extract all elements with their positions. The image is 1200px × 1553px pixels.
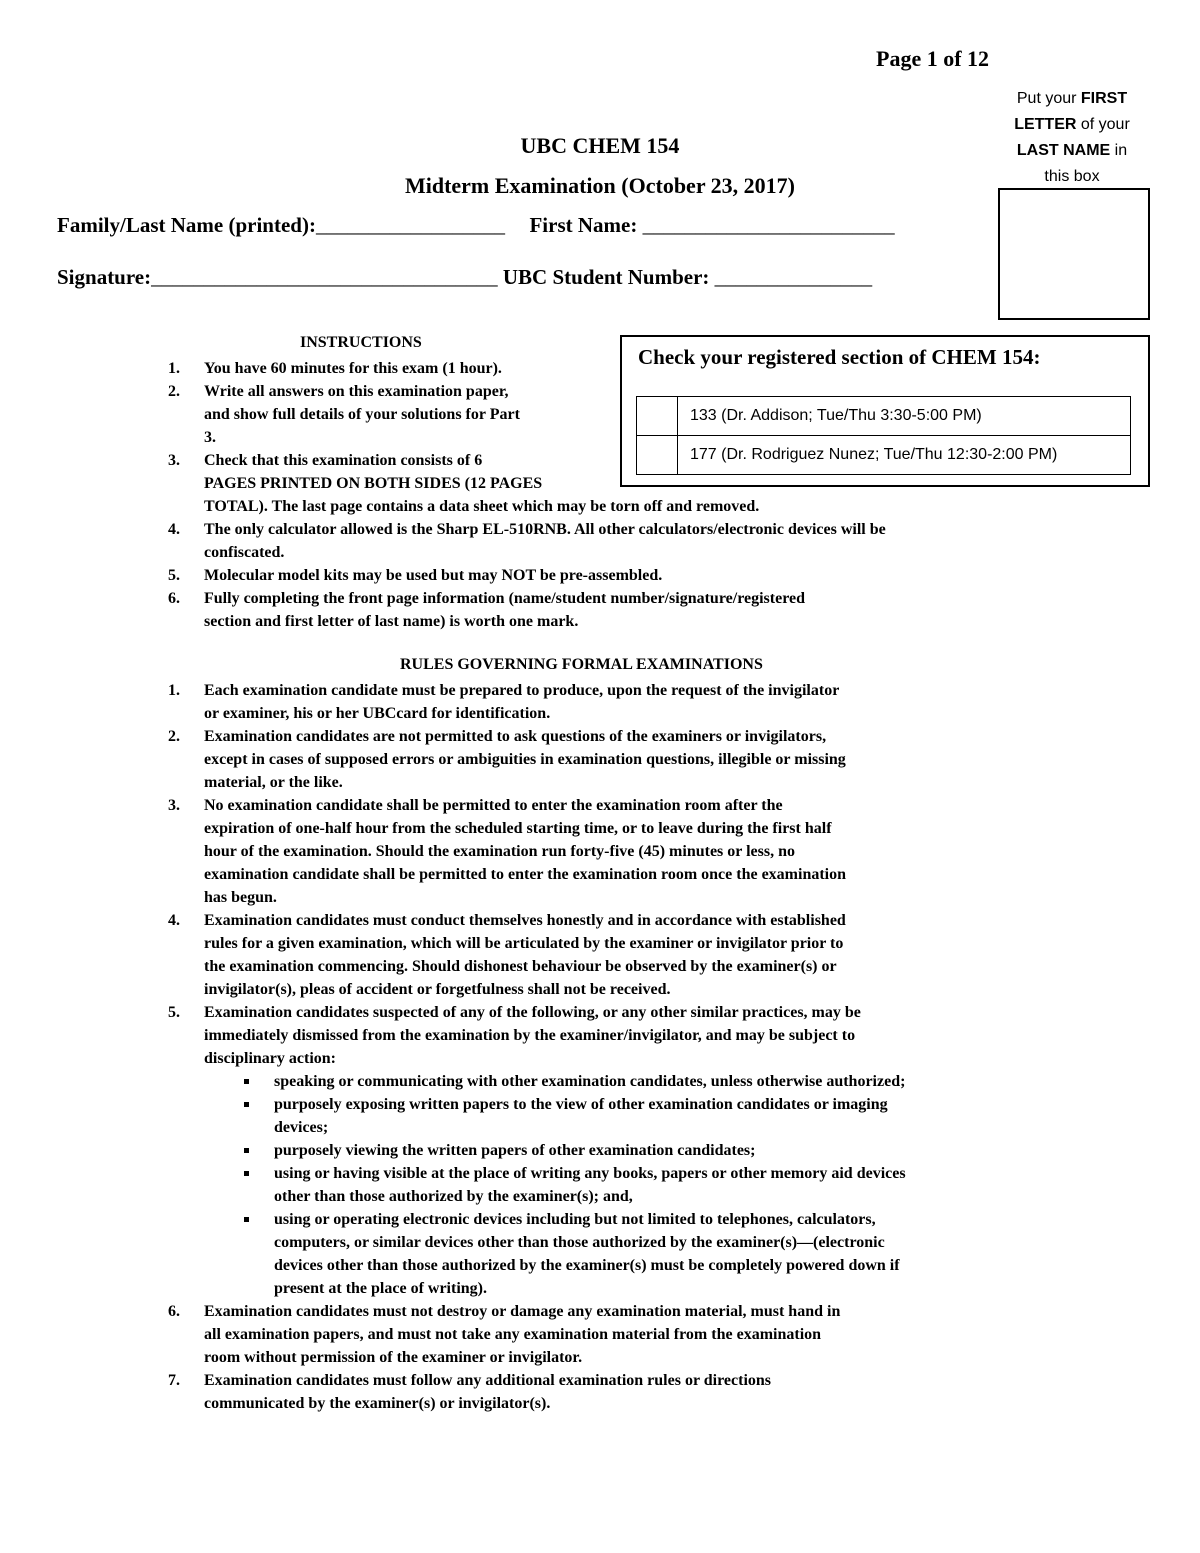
signature-fields-row bbox=[57, 265, 872, 290]
item-text-line: 3. bbox=[204, 429, 216, 446]
instruction-item bbox=[168, 518, 1048, 564]
item-text-line: TOTAL). The last page contains a data sheet which may be torn off and removed. bbox=[204, 498, 760, 515]
rule-item bbox=[168, 1300, 1058, 1369]
item-text-line: the examination commencing. Should dishonest behaviour be observed by the examiner(s) or bbox=[204, 958, 837, 975]
item-number: 5. bbox=[168, 567, 180, 584]
item-text-line: Examination candidates are not permitted to ask questions of the examiners or invigilators, bbox=[204, 728, 827, 745]
page-number: Page 1 of 12 bbox=[876, 46, 990, 71]
exam-title: Midterm Examination (October 23, 2017) bbox=[404, 173, 796, 198]
signature-label: Signature: bbox=[57, 265, 152, 289]
instructions-list bbox=[168, 357, 1048, 633]
item-number: 7. bbox=[168, 1372, 180, 1389]
item-text-line: hour of the examination. Should the examination run forty-five (45) minutes or less, no bbox=[204, 843, 795, 860]
item-number: 3. bbox=[168, 452, 180, 469]
letter-box-label: Put your FIRST LETTER of your LAST NAME in this box bbox=[1014, 90, 1130, 185]
sub-bullet-list bbox=[204, 1070, 1058, 1300]
student-number-label: UBC Student Number: bbox=[502, 265, 710, 289]
bullet-text-line: speaking or communicating with other examination candidates, unless otherwise authorized; bbox=[274, 1073, 906, 1090]
item-text-line: all examination papers, and must not take any examination material from the examination bbox=[204, 1326, 822, 1343]
bullet-text-line: computers, or similar devices other than those authorized by the examiner(s)—(electronic bbox=[274, 1234, 885, 1251]
last-name-letter-box[interactable] bbox=[998, 188, 1150, 320]
item-number: 4. bbox=[168, 912, 180, 929]
item-text-line: Examination candidates must follow any additional examination rules or directions bbox=[204, 1372, 772, 1389]
rule-item bbox=[168, 1001, 1058, 1300]
first-name-field[interactable]: ________________________ bbox=[642, 213, 895, 237]
rules-heading: RULES GOVERNING FORMAL EXAMINATIONS bbox=[400, 656, 763, 673]
section-check-heading: Check your registered section of CHEM 154: bbox=[638, 345, 1041, 369]
item-number: 4. bbox=[168, 521, 180, 538]
item-number: 1. bbox=[168, 682, 180, 699]
rule-item bbox=[168, 909, 1058, 1001]
course-title: UBC CHEM 154 bbox=[520, 133, 680, 158]
section-option-label: 177 (Dr. Rodriguez Nunez; Tue/Thu 12:30-2:00 PM) bbox=[678, 436, 1131, 475]
item-text-line: room without permission of the examiner or invigilator. bbox=[204, 1349, 583, 1366]
item-text-line: Examination candidates must conduct themselves honestly and in accordance with established bbox=[204, 912, 846, 929]
sub-bullet-item bbox=[240, 1162, 1058, 1208]
item-text-line: rules for a given examination, which will be articulated by the examiner or invigilator prior to bbox=[204, 935, 844, 952]
item-text-line: expiration of one-half hour from the scheduled starting time, or to leave during the first half bbox=[204, 820, 832, 837]
item-text-line: disciplinary action: bbox=[204, 1050, 337, 1067]
instructions-heading: INSTRUCTIONS bbox=[300, 334, 422, 351]
item-number: 2. bbox=[168, 383, 180, 400]
sub-bullet-item bbox=[240, 1093, 1058, 1139]
item-text-line: and show full details of your solutions for Part bbox=[204, 406, 520, 423]
rule-item bbox=[168, 1369, 1058, 1415]
item-text-line: confiscated. bbox=[204, 544, 285, 561]
family-name-label: Family/Last Name (printed): bbox=[57, 213, 316, 237]
item-text-line: The only calculator allowed is the Sharp EL-510RNB. All other calculators/electronic devices will be bbox=[204, 521, 886, 538]
item-number: 3. bbox=[168, 797, 180, 814]
name-fields-row bbox=[57, 213, 895, 238]
item-number: 6. bbox=[168, 590, 180, 607]
sub-bullet-item bbox=[240, 1208, 1058, 1300]
item-text-line: Examination candidates suspected of any of the following, or any other similar practices, may be bbox=[204, 1004, 861, 1021]
item-number: 2. bbox=[168, 728, 180, 745]
sub-bullet-item bbox=[240, 1139, 1058, 1162]
item-text-line: Write all answers on this examination paper, bbox=[204, 383, 509, 400]
rule-item bbox=[168, 794, 1058, 909]
instruction-item bbox=[168, 449, 1048, 518]
bullet-square-icon bbox=[244, 1079, 249, 1084]
bullet-text-line: using or operating electronic devices including but not limited to telephones, calculators, bbox=[274, 1211, 876, 1228]
student-number-field[interactable]: _______________ bbox=[714, 265, 873, 289]
bullet-text-line: using or having visible at the place of writing any books, papers or other memory aid devices bbox=[274, 1165, 906, 1182]
instruction-item bbox=[168, 587, 1048, 633]
item-text-line: Fully completing the front page information (name/student number/signature/registered bbox=[204, 590, 806, 607]
item-text-line: Molecular model kits may be used but may NOT be pre-assembled. bbox=[204, 567, 663, 584]
item-text-line: except in cases of supposed errors or ambiguities in examination questions, illegible or missing bbox=[204, 751, 846, 768]
first-name-label: First Name: bbox=[529, 213, 638, 237]
bullet-text-line: other than those authorized by the examiner(s); and, bbox=[274, 1188, 633, 1205]
item-text-line: No examination candidate shall be permitted to enter the examination room after the bbox=[204, 797, 783, 814]
item-text-line: Each examination candidate must be prepared to produce, upon the request of the invigilator bbox=[204, 682, 840, 699]
item-number: 1. bbox=[168, 360, 180, 377]
item-text-line: PAGES PRINTED ON BOTH SIDES (12 PAGES bbox=[204, 475, 543, 492]
instruction-item bbox=[168, 564, 1048, 587]
bullet-text-line: present at the place of writing). bbox=[274, 1280, 487, 1297]
bullet-square-icon bbox=[244, 1171, 249, 1176]
item-text-line: material, or the like. bbox=[204, 774, 343, 791]
instruction-item bbox=[168, 380, 1048, 449]
item-text-line: or examiner, his or her UBCcard for identification. bbox=[204, 705, 551, 722]
item-text-line: section and first letter of last name) is worth one mark. bbox=[204, 613, 579, 630]
bullet-square-icon bbox=[244, 1148, 249, 1153]
item-text-line: Check that this examination consists of 6 bbox=[204, 452, 483, 469]
bullet-square-icon bbox=[244, 1217, 249, 1222]
bullet-text-line: purposely viewing the written papers of other examination candidates; bbox=[274, 1142, 756, 1159]
item-text-line: You have 60 minutes for this exam (1 hour). bbox=[204, 360, 502, 377]
sub-bullet-item bbox=[240, 1070, 1058, 1093]
item-text-line: Examination candidates must not destroy or damage any examination material, must hand in bbox=[204, 1303, 841, 1320]
item-text-line: examination candidate shall be permitted to enter the examination room once the examination bbox=[204, 866, 847, 883]
bullet-text-line: devices other than those authorized by the examiner(s) must be completely powered down if bbox=[274, 1257, 900, 1274]
rule-item bbox=[168, 725, 1058, 794]
item-number: 6. bbox=[168, 1303, 180, 1320]
section-option-label: 133 (Dr. Addison; Tue/Thu 3:30-5:00 PM) bbox=[678, 397, 1131, 436]
signature-field[interactable]: _________________________________ bbox=[151, 265, 498, 289]
family-name-field[interactable]: __________________ bbox=[315, 213, 505, 237]
item-number: 5. bbox=[168, 1004, 180, 1021]
bullet-square-icon bbox=[244, 1102, 249, 1107]
item-text-line: has begun. bbox=[204, 889, 277, 906]
item-text-line: immediately dismissed from the examination by the examiner/invigilator, and may be subject to bbox=[204, 1027, 856, 1044]
bullet-text-line: purposely exposing written papers to the view of other examination candidates or imaging bbox=[274, 1096, 888, 1113]
rule-item bbox=[168, 679, 1058, 725]
rules-list bbox=[168, 679, 1058, 1415]
item-text-line: invigilator(s), pleas of accident or forgetfulness shall not be received. bbox=[204, 981, 671, 998]
bullet-text-line: devices; bbox=[274, 1119, 329, 1136]
instruction-item bbox=[168, 357, 1048, 380]
item-text-line: communicated by the examiner(s) or invigilator(s). bbox=[204, 1395, 551, 1412]
